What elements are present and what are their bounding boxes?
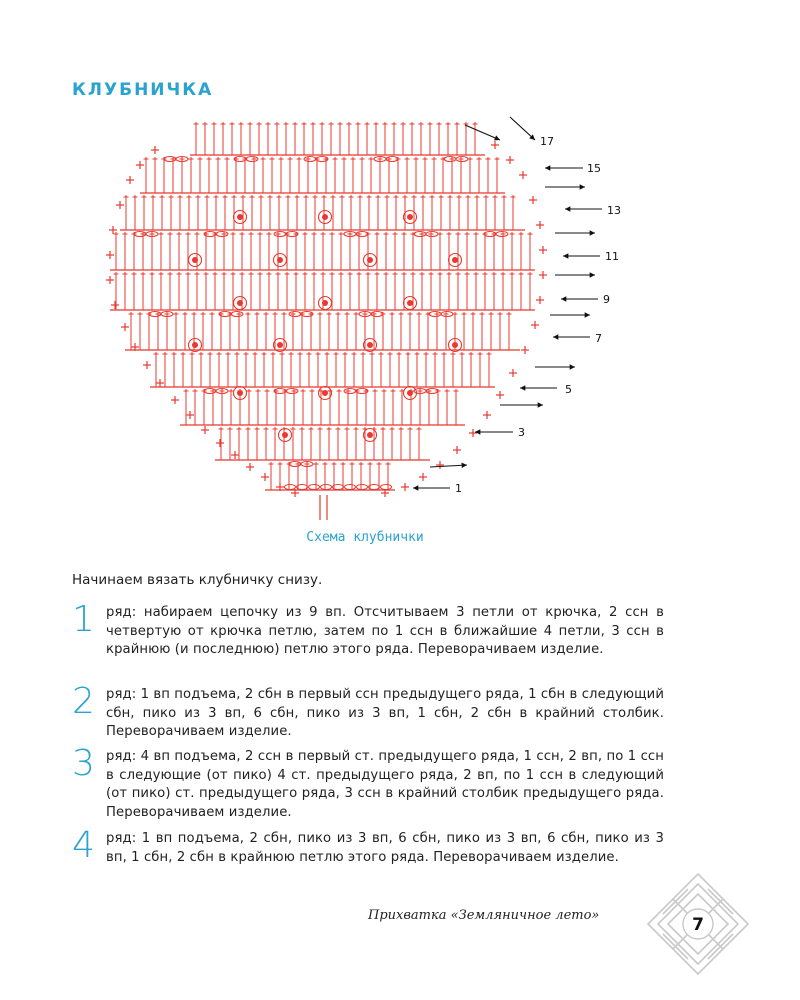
step-number: 1 <box>72 599 95 640</box>
row-arrow <box>465 125 500 140</box>
picot-dot <box>237 300 243 306</box>
picot-dot <box>277 342 283 348</box>
row-label-3: 3 <box>518 426 525 439</box>
base-chain <box>345 485 356 490</box>
picot-dot <box>367 257 373 263</box>
arrow-head <box>462 463 467 468</box>
step-text: ряд: 1 вп подъема, 2 сбн, пико из 3 вп, 6 сбн, пико из 3 вп, 6 сбн, пико из 3 вп, 1 сбн, 2 сбн в крайнюю петлю этого ряда. Переворачиваем изделие. <box>106 831 664 865</box>
arrow-head <box>538 402 543 407</box>
page-number: 7 <box>692 915 704 935</box>
picot-dot <box>322 214 328 220</box>
crochet-chart <box>95 115 621 525</box>
arrow-head <box>580 184 585 189</box>
arrow-head <box>475 429 480 434</box>
step-text: ряд: 1 вп подъема, 2 сбн в первый ссн предыдущего ряда, 1 сбн в следующий сбн, пико из 3 вп, 6 сбн, пико из 3 вп, 1 сбн, 2 сбн в крайний столбик. Переворачиваем изделие. <box>106 687 664 739</box>
intro-text: Начинаем вязать клубничку снизу. <box>72 572 323 588</box>
arrow-head <box>520 385 525 390</box>
arrow-head <box>590 272 595 277</box>
row-label-17: 17 <box>540 135 554 148</box>
page-badge <box>642 868 754 980</box>
picot-dot <box>237 214 243 220</box>
base-chain <box>309 485 320 490</box>
footer-title: Прихватка «Земляничное лето» <box>368 908 600 923</box>
step-3 <box>72 743 664 822</box>
row-arrow <box>430 465 467 467</box>
picot-marks <box>189 211 462 442</box>
stitch-rows <box>110 122 535 490</box>
arrow-head <box>563 253 568 258</box>
picot-dot <box>407 390 413 396</box>
step-1 <box>72 599 664 660</box>
arrow-head <box>545 165 550 170</box>
arrow-head <box>565 206 570 211</box>
base-chain <box>357 485 368 490</box>
arrow-head <box>570 364 575 369</box>
arrow-head <box>553 334 558 339</box>
row-label-13: 13 <box>607 204 621 217</box>
base-chain <box>285 485 296 490</box>
step-text: ряд: 4 вп подъема, 2 ссн в первый ст. предыдущего ряда, 1 ссн, 2 вп, по 1 ссн в следующие (от пико) 4 ст. предыдущего ряда, 2 вп, по 1 ссн в следующий (от пико) ст. предыдущего ряда, 3 ссн в крайний столбик предыдущего ряда. Переворачиваем изделие. <box>106 749 664 820</box>
row-label-9: 9 <box>603 293 610 306</box>
step-4 <box>72 825 664 867</box>
picot-dot <box>367 432 373 438</box>
picot-dot <box>407 214 413 220</box>
row-label-1: 1 <box>455 482 462 495</box>
row-label-7: 7 <box>595 332 602 345</box>
page-title: КЛУБНИЧКА <box>72 80 214 100</box>
picot-dot <box>452 342 458 348</box>
base-chain <box>321 485 332 490</box>
picot-dot <box>192 342 198 348</box>
arrow-head <box>585 312 590 317</box>
picot-dot <box>452 257 458 263</box>
row-label-15: 15 <box>587 162 601 175</box>
arrow-head <box>590 230 595 235</box>
base-chain <box>381 485 392 490</box>
picot-dot <box>192 257 198 263</box>
picot-dot <box>322 390 328 396</box>
row-label-5: 5 <box>565 383 572 396</box>
step-number: 3 <box>72 743 95 784</box>
picot-dot <box>237 390 243 396</box>
diagram-caption: Схема клубнички <box>306 530 424 545</box>
step-2 <box>72 681 664 742</box>
picot-dot <box>367 342 373 348</box>
step-number: 4 <box>72 825 95 866</box>
step-number: 2 <box>72 681 95 722</box>
row-arrows <box>413 117 602 491</box>
picot-dot <box>282 432 288 438</box>
arrow-head <box>561 296 566 301</box>
picot-dot <box>277 257 283 263</box>
picot-dot <box>322 300 328 306</box>
picot-dot <box>407 300 413 306</box>
row-label-11: 11 <box>605 250 619 263</box>
arrow-head <box>413 485 418 490</box>
row-labels <box>455 135 621 495</box>
step-text: ряд: набираем цепочку из 9 вп. Отсчитываем 3 петли от крючка, 2 ссн в четвертую от крючка петлю, затем по 1 ссн в ближайшие 4 петли, 3 ссн в крайнюю (и последнюю) петлю этого ряда. Переворачиваем изделие. <box>106 605 664 657</box>
edge-stitches <box>106 141 547 520</box>
